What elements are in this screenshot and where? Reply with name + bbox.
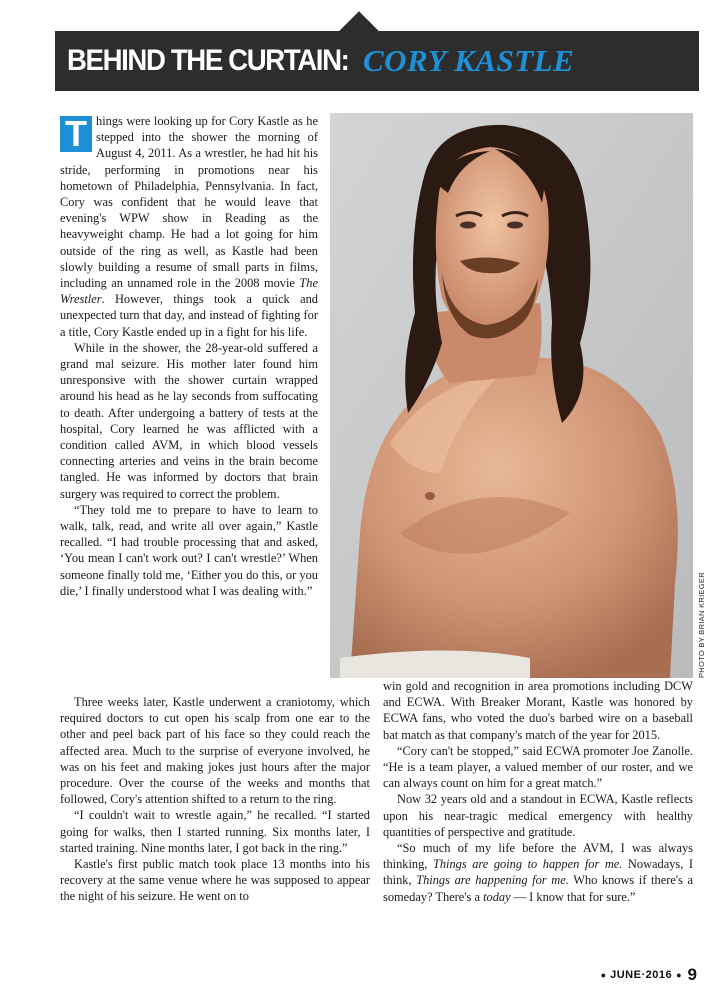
article-column-right bbox=[383, 678, 693, 905]
quote-part-a: “So much of my life before the AVM, I was always thinking, bbox=[383, 841, 693, 872]
paragraph-2: While in the shower, the 28-year-old suffered a grand mal seizure. His mother later found him unresponsive with the shower curtain wrapped around his head as he lay seconds from suffocating to death. After undergoing a battery of tests at the hospital, Cory learned he was afflicted with a condition called AVM, in which blood vessels connecting arteries and veins in the brain become tangled. He was informed by doctors that brain surgery was required to correct the problem. bbox=[60, 340, 318, 501]
quote-part-b: Nowadays, I think, bbox=[383, 857, 693, 888]
paragraph-1-text: hings were looking up for Cory Kastle as he stepped into the shower the morning of August 4, 2011. As a wrestler, he had hit his stride, performing in promotions near his hometown of Philadelphia, Pennsylvania. In fact, Cory was confident that he would leave that evening's WPW show in Reading as the heavyweight champ. He had a lot going for him outside of the ring as well, as Kastle had been slowly building a resume of small parts in films, including an unnamed role in the 2008 movie bbox=[60, 114, 318, 291]
photo-illustration bbox=[330, 113, 693, 678]
paragraph-10 bbox=[383, 840, 693, 905]
page-number: 9 bbox=[687, 965, 697, 984]
header-title-name: CORY KASTLE bbox=[362, 43, 575, 78]
paragraph-5: “I couldn't wait to wrestle again,” he recalled. “I started going for walks, then I started running. Six months later, I started training. Nine months later, I got back in the ring.” bbox=[60, 808, 370, 855]
page-footer bbox=[597, 965, 697, 985]
article-column-bottom-left bbox=[60, 694, 370, 905]
paragraph-6: Kastle's first public match took place 13 months into his recovery at the same venue where he was supposed to appear the night of his seizure. He went on to bbox=[60, 857, 370, 904]
paragraph-1 bbox=[60, 113, 318, 340]
header-title-prefix: BEHIND THE CURTAIN: bbox=[67, 44, 349, 77]
paragraph-7: win gold and recognition in area promotions including DCW and ECWA. With Breaker Morant, Kastle was honored by ECWA fans, who voted the duo's barbed wire on a baseball bat match as that company's match of the year for 2015. bbox=[383, 679, 693, 742]
header-bar bbox=[55, 31, 699, 91]
movie-title: The Wrestler bbox=[60, 276, 318, 307]
paragraph-4: Three weeks later, Kastle underwent a craniotomy, which required doctors to cut open his scalp from one ear to the other and peel back part of his face so they could reach the affected area. Much to the surprise of everyone involved, he was on his feet and making jokes just hours after the major procedure. Over the course of the weeks and months that followed, Cory's attention shifted to a return to the ring. bbox=[60, 695, 370, 807]
paragraph-9: Now 32 years old and a standout in ECWA, Kastle reflects upon his near-tragic medical emergency with healthy quantities of perspective and gratitude. bbox=[383, 792, 693, 839]
bullet-icon: ● bbox=[676, 970, 682, 980]
bullet-icon: ● bbox=[600, 970, 607, 980]
quote-italic-3: today bbox=[483, 889, 511, 904]
photo-credit: PHOTO BY BRIAN KRIEGER bbox=[697, 572, 706, 678]
paragraph-8: “Cory can't be stopped,” said ECWA promoter Joe Zanolle. “He is a team player, a valued member of our roster, and we can always count on him for a great match.” bbox=[383, 743, 693, 791]
quote-part-c: Who knows if there's a someday? There's a bbox=[383, 873, 693, 904]
issue-date: JUNE·2016 bbox=[610, 969, 673, 981]
quote-italic-1: Things are going to happen for me. bbox=[432, 857, 623, 872]
paragraph-3: “They told me to prepare to have to learn to walk, talk, read, and write all over again,” Kastle recalled. “I had trouble processing that and asked, ‘You mean I can't work out? I can't wrestle?’ When someone finally told me, ‘Either you do this, or you die,’ I finally understood what I was dealing with.” bbox=[60, 502, 318, 598]
article-column-left bbox=[60, 113, 318, 599]
paragraph-1-end: . However, things took a quick and unexpected turn that day, and instead of fighting for a title, Cory Kastle ended up in a fight for his life. bbox=[60, 292, 318, 339]
quote-part-d: — I know that for sure.” bbox=[510, 889, 636, 904]
wrestler-photo bbox=[330, 113, 693, 678]
quote-italic-2: Things are happening for me. bbox=[416, 873, 569, 888]
drop-cap: T bbox=[60, 116, 92, 152]
